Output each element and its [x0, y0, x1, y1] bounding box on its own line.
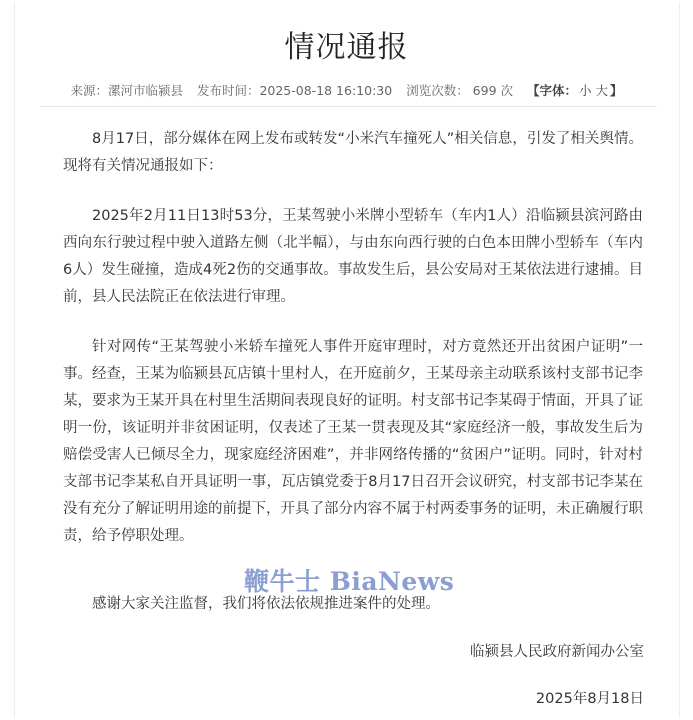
issue-date: 2025年8月18日 — [535, 691, 644, 707]
view-count: 浏览次数： 699 次 — [406, 83, 513, 98]
paragraph-accident: 2025年2月11日13时53分，王某驾驶小米牌小型轿车（车内1人）沿临颍县滨河路由西向东行驶过程中驶入道路左侧（北半幅），与由东向西行驶的白色本田牌小型轿车（车内6人）发生碰撞，造成4死2伤的交通事故。事故发生后，县公安局对王某依法进行逮捕。目前，县人民法院正在依法进行审理。 — [63, 208, 643, 305]
font-size-switcher — [527, 83, 623, 98]
page-title: 情况通报 — [284, 30, 409, 65]
font-suffix: 】 — [610, 83, 623, 98]
article-meta — [0, 81, 693, 99]
signature: 临颍县人民政府新闻办公室 — [470, 644, 644, 660]
publish-time: 发布时间：2025-08-18 16:10:30 — [196, 83, 393, 98]
watermark-logo: 鞭牛士 BiaNews — [244, 567, 455, 596]
paragraph-investigation: 针对网传“王某驾驶小米轿车撞死人事件开庭审理时，对方竟然还开出贫困户证明”一事。经查，王某为临颍县瓦店镇十里村人，在开庭前夕，王某母亲主动联系该村支部书记李某，要求为王某开具在村里生活期间表现良好的证明。村支部书记李某碍于情面，开具了证明一份，该证明并非贫困证明，仅表述了王某一贯表现及其“家庭经济一般，事故发生后为赔偿受害人已倾尽全力，现家庭经济困难”，并非网络传播的“贫困户”证明。同时，针对村支部书记李某私自开具证明一事，瓦店镇党委于8月17日召开会议研究，村支部书记李某在没有充分了解证明用途的前提下，开具了部分内容不属于村两委事务的证明，未正确履行职责，给予停职处理。 — [63, 339, 643, 544]
source-label: 来源：漯河市临颍县 — [70, 83, 183, 98]
font-prefix: 【字体： — [526, 83, 577, 98]
font-large-link[interactable]: 大 — [595, 83, 609, 98]
meta-divider — [40, 106, 657, 107]
paragraph-thanks: 感谢大家关注监督，我们将依法依规推进案件的处理。 — [92, 596, 440, 612]
paragraph-intro: 8月17日，部分媒体在网上发布或转发“小米汽车撞死人”相关信息，引发了相关舆情。现将有关情况通报如下： — [63, 131, 643, 174]
font-small-link[interactable]: 小 — [579, 83, 592, 98]
